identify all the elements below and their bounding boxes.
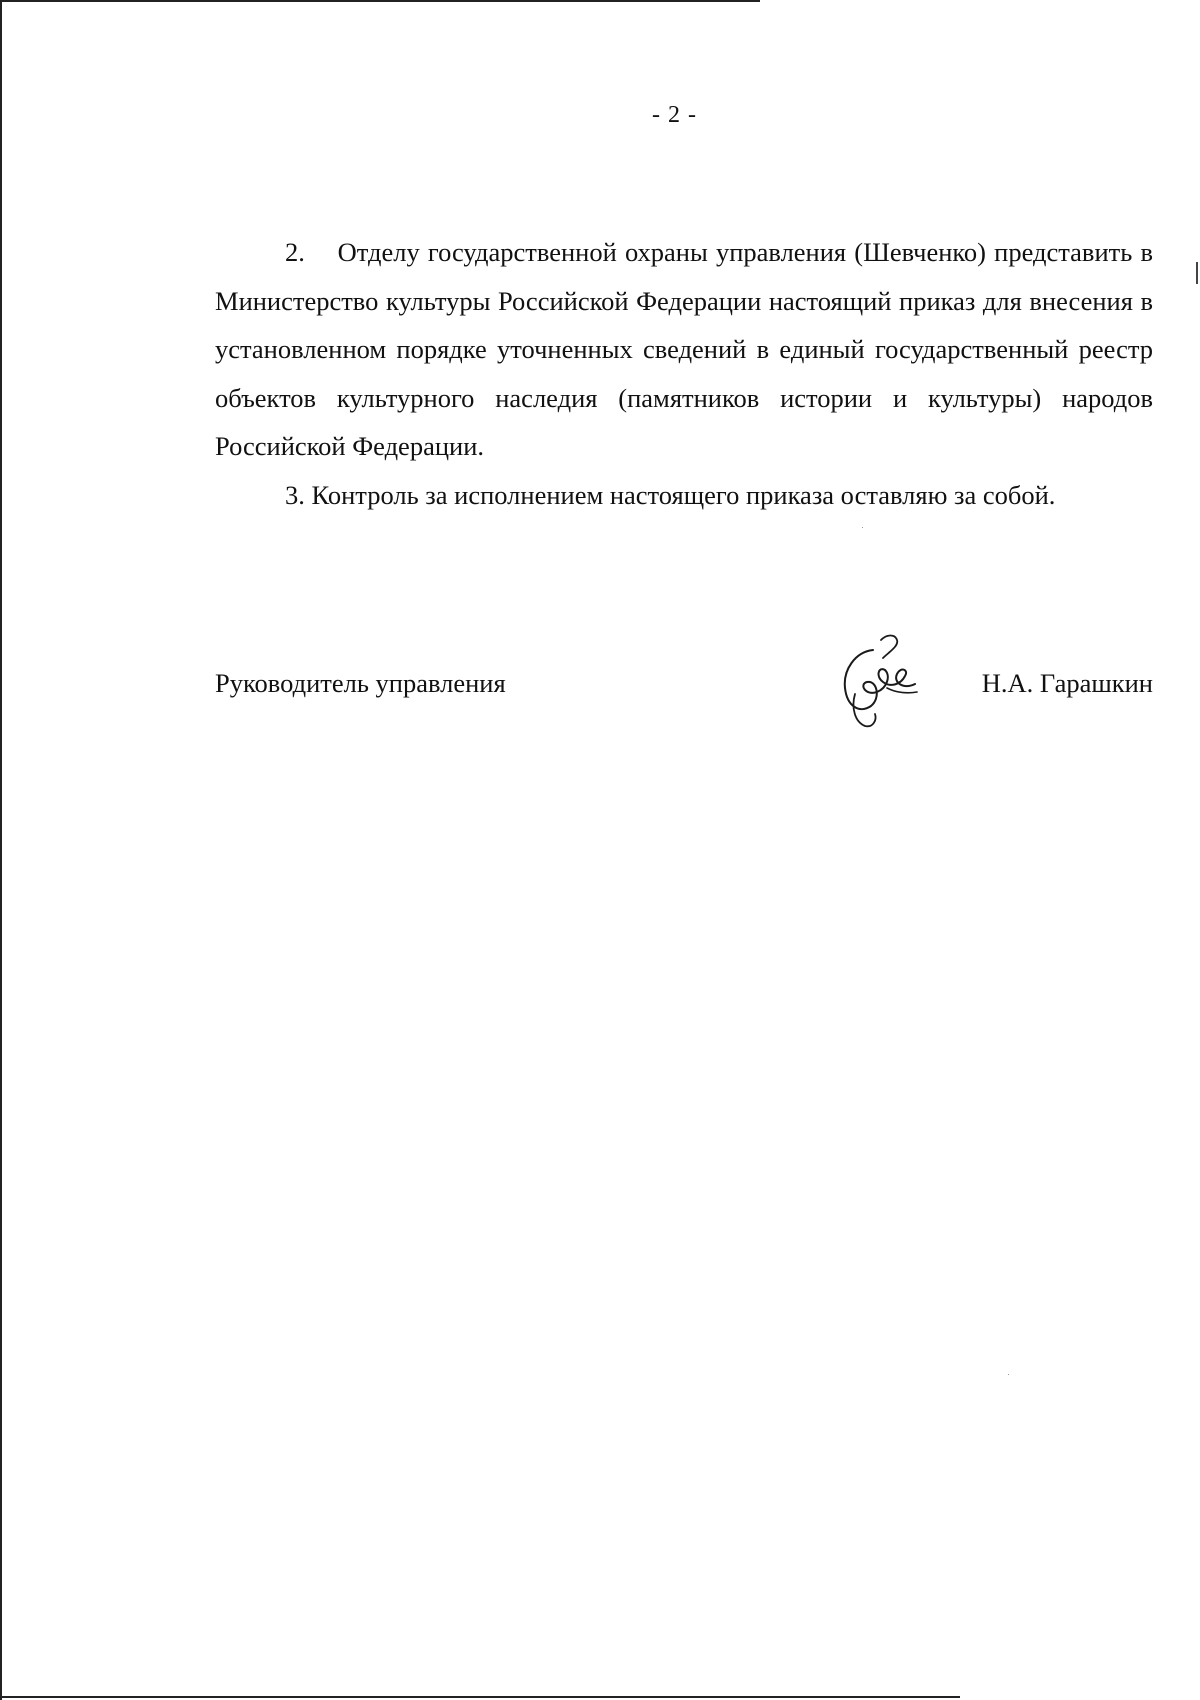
scan-edge-bottom [0,1696,960,1698]
scan-speck [1008,1374,1009,1375]
document-body [215,228,1153,519]
signatory-title: Руководитель управления [215,668,506,698]
paragraph-2: 2. Отделу государственной охраны управления (Шевченко) представить в Министерство культуры Российской Федерации настоящий приказ для внесения в установленном порядке уточненных сведений в единый государственный реестр объектов культурного наследия (памятников истории и культуры) народов Российской Федерации. [215,237,1153,461]
scan-edge-mark [1196,262,1198,284]
signature-block [215,660,1153,720]
scan-edge-left [0,0,2,1700]
paragraph-3: 3. Контроль за исполнением настоящего приказа оставляю за собой. [285,479,1056,510]
scan-speck [862,527,863,528]
scan-edge-top [0,0,760,2]
signatory-name: Н.А. Гарашкин [981,668,1153,698]
page-number: - 2 - [652,102,697,128]
signature-icon [825,630,935,740]
